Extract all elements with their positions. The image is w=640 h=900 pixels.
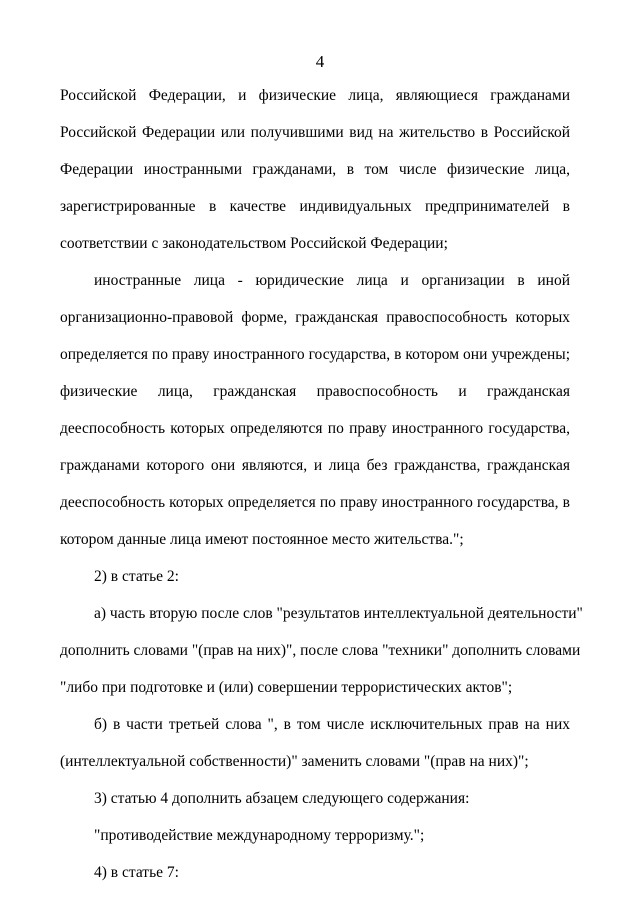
text-line: Федерации иностранными гражданами, в том числе физические лица,	[60, 161, 570, 178]
text-line: 4) в статье 7:	[94, 864, 179, 881]
text-line: физические лица, гражданская правоспособность и гражданская	[60, 383, 570, 400]
text-line: соответствии с законодательством Российской Федерации;	[60, 235, 448, 252]
text-line: б) в части третьей слова ", в том числе исключительных прав на них	[94, 716, 570, 733]
text-line: 3) статью 4 дополнить абзацем следующего содержания:	[94, 790, 470, 807]
text-line: (интеллектуальной собственности)" заменить словами "(прав на них)";	[60, 753, 529, 770]
text-line: "либо при подготовке и (или) совершении террористических актов";	[60, 679, 513, 696]
text-line: зарегистрированные в качестве индивидуальных предпринимателей в	[60, 198, 570, 215]
document-body	[60, 86, 583, 900]
text-line: "противодействие международному терроризму.";	[94, 827, 425, 844]
text-line: 2) в статье 2:	[94, 568, 179, 585]
text-line: котором данные лица имеют постоянное место жительства.";	[60, 531, 464, 548]
text-line: дополнить словами "(прав на них)", после слова "техники" дополнить словами	[60, 642, 581, 659]
text-line: организационно-правовой форме, гражданская правоспособность которых	[60, 309, 570, 326]
text-line: гражданами которого они являются, и лица без гражданства, гражданская	[60, 457, 570, 474]
text-line: иностранные лица - юридические лица и организации в иной	[94, 272, 570, 289]
text-line: дееспособность которых определяется по праву иностранного государства, в	[60, 494, 570, 511]
text-line: дееспособность которых определяются по праву иностранного государства,	[60, 420, 570, 437]
page-number: 4	[315, 52, 325, 71]
text-line: Российской Федерации, и физические лица, являющиеся гражданами	[60, 87, 570, 104]
text-line: определяется по праву иностранного государства, в котором они учреждены;	[60, 346, 570, 363]
text-line: Российской Федерации или получившими вид на жительство в Российской	[60, 124, 570, 141]
text-line: а) часть вторую после слов "результатов интеллектуальной деятельности"	[94, 605, 583, 622]
